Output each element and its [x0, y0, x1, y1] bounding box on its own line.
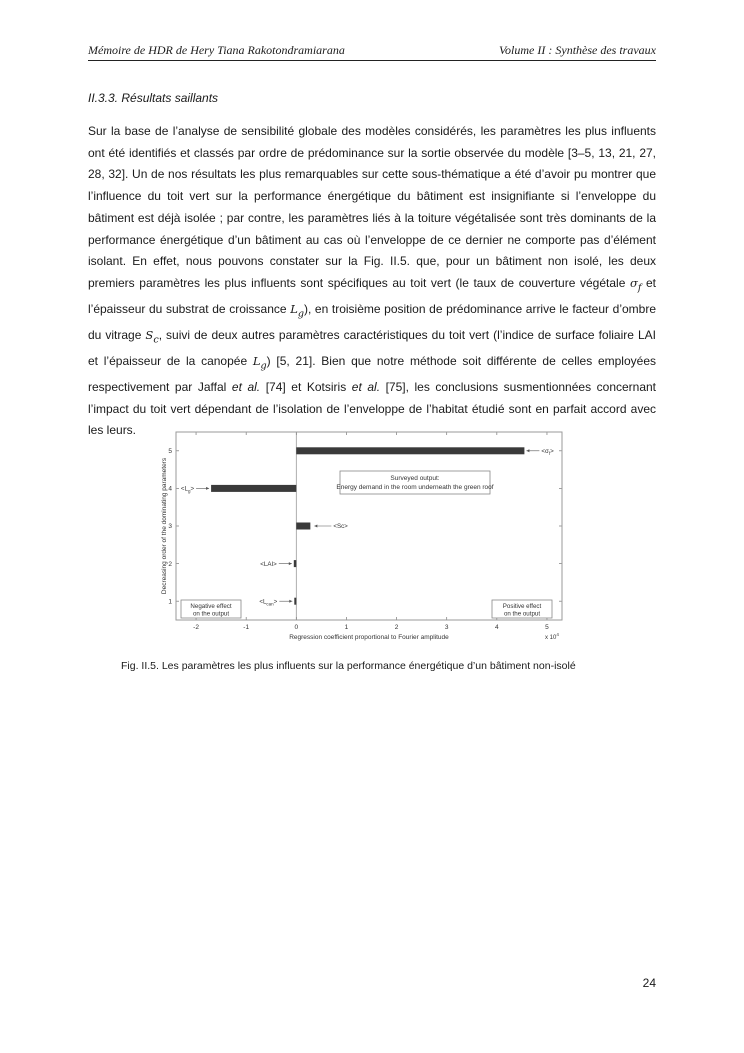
sigma-symbol: $\sigma_f$ [629, 275, 642, 294]
surveyed-output-title: Surveyed output: [390, 475, 440, 482]
y-axis-label: Decreasing order of the dominating parameters [161, 457, 168, 595]
bar-label: $<L_g>$ [180, 485, 195, 494]
x-tick-label: 4 [495, 624, 499, 631]
y-tick-label: 1 [168, 598, 172, 606]
header-volume: Volume II : Synthèse des travaux [499, 43, 656, 57]
y-tick-label: 3 [168, 523, 172, 531]
figure-sensitivity-chart [160, 425, 576, 645]
text-run: ) [5, 21]. Bien que notre méthode soit différente de celles employées respectivement par Jaffal [88, 353, 656, 394]
et-al: et al. [231, 379, 261, 394]
x-tick-label: 0 [294, 624, 299, 631]
bar-1 [294, 598, 296, 605]
positive-effect-line2: on the output [503, 610, 541, 618]
lg-symbol: $L_g$ [252, 353, 267, 372]
x-axis-label: Regression coefficient proportional to Fourier amplitude [289, 634, 449, 641]
running-header [88, 42, 656, 61]
negative-effect-line1: Negative effect [190, 603, 232, 610]
bar-label: <LAI> [260, 560, 277, 568]
x-axis-multiplier: x $10^4$ [545, 632, 559, 641]
bar-label: $<L_{can}>$ [259, 598, 278, 607]
x-tick-label: -1 [243, 624, 250, 631]
y-tick-label: 5 [168, 448, 172, 455]
text-run: et l’épaisseur du substrat de croissance [88, 275, 657, 316]
bar-label: $<\sigma_f>$ [541, 448, 554, 456]
positive-effect-line1: Positive effect [502, 603, 542, 610]
bar-5 [296, 447, 524, 454]
bar-chart [160, 425, 576, 645]
bar-3 [296, 523, 310, 530]
bar-label: <Sc> [333, 523, 348, 531]
surveyed-output-text: Energy demand in the room underneath the green roof [336, 484, 494, 491]
text-run: [75], les conclusions susmentionnées concernant l’impact du toit vert dépendant de l’isolation de l’enveloppe de l’habitat étudié sont en parfait accord avec les leurs. [88, 379, 657, 438]
x-tick-label: 1 [344, 624, 349, 631]
section-title: II.3.3. Résultats saillants [88, 91, 219, 105]
negative-effect-line2: on the output [192, 610, 230, 618]
text-run: ), en troisième position de prédominance arrive le facteur d’ombre du vitrage [88, 301, 656, 342]
sc-symbol: $S_c$ [145, 327, 159, 346]
body-paragraph [88, 121, 656, 442]
x-tick-label: 5 [545, 624, 549, 631]
page-number: 24 [642, 976, 656, 990]
lg-symbol: $L_g$ [290, 301, 304, 320]
x-tick-label: -2 [193, 624, 199, 631]
y-tick-label: 2 [168, 560, 172, 568]
x-tick-label: 2 [394, 624, 399, 631]
bar-2 [294, 560, 297, 567]
et-al: et al. [351, 379, 381, 394]
figure-caption: Fig. II.5. Les paramètres les plus influents sur la performance énergétique d’un bâtiment non-isolé [121, 660, 576, 672]
bar-4 [211, 485, 296, 492]
y-tick-label: 4 [168, 485, 172, 493]
text-run: , suivi de deux autres paramètres caractéristiques du toit vert (l’indice de surface foliaire LAI et l’épaisseur de la canopée [88, 327, 656, 368]
header-author: Mémoire de HDR de Hery Tiana Rakotondramiarana [88, 43, 345, 57]
text-run: Sur la base de l’analyse de sensibilité globale des modèles considérés, les paramètres les plus influents ont été identifiés et classés par ordre de prédominance sur la sortie observée du modèle [3–5, 13, 21, 27, 28, 32]. Un de nos résultats les plus remarquables sur cette sous-thématique a été d’avoir pu montrer que l’influence du toit vert sur la performance énergétique du bâtiment est insignifiante si l’enveloppe du bâtiment est déjà isolée ; par contre, les paramètres liés à la toiture végétalisée sont très dominants de la performance énergétique d’un bâtiment au cas où l’enveloppe de ce dernier ne comporte pas d’élément isolant. En effet, nous pouvons constater sur la Fig. II.5. que, pour un bâtiment non isolé, les deux premiers paramètres les plus influents sont spécifiques au toit vert (le taux de couverture végétale [88, 124, 656, 290]
x-tick-label: 3 [444, 624, 449, 631]
text-run: [74] et Kotsiris [260, 379, 352, 394]
